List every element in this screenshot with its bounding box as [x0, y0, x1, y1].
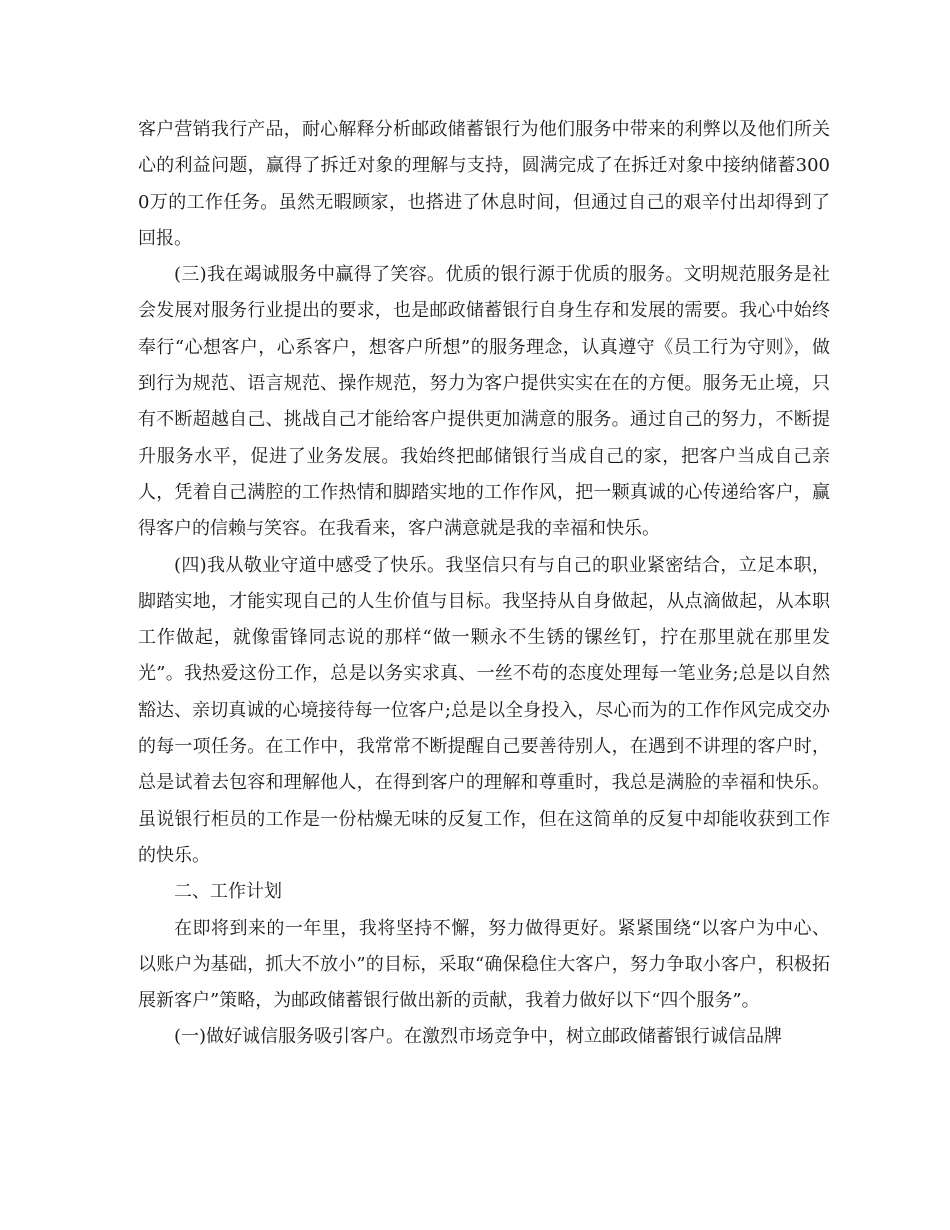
- paragraph-dedication-joy: (四)我从敬业守道中感受了快乐。我坚信只有与自己的职业紧密结合，立足本职，脚踏实地，才能实现自己的人生价值与目标。我坚持从自身做起，从点滴做起，从本职工作做起，就像雷锋同志说的那样“做一颗永不生锈的镙丝钉，拧在那里就在那里发光”。我热爱这份工作，总是以务实求真、一丝不苟的态度处理每一笔业务;总是以自然豁达、亲切真诚的心境接待每一位客户;总是以全身投入，尽心而为的工作作风完成交办的每一项任务。在工作中，我常常不断提醒自己要善待别人，在遇到不讲理的客户时，总是试着去包容和理解他人，在得到客户的理解和尊重时，我总是满脸的幸福和快乐。虽说银行柜员的工作是一份枯燥无味的反复工作，但在这简单的反复中却能收获到工作的快乐。: [138, 554, 830, 866]
- paragraph-service-smile: (三)我在竭诚服务中赢得了笑容。优质的银行源于优质的服务。文明规范服务是社会发展对服务行业提出的要求，也是邮政储蓄银行自身生存和发展的需要。我心中始终奉行“心想客户，心系客户，想客户所想”的服务理念，认真遵守《员工行为守则》，做到行为规范、语言规范、操作规范，努力为客户提供实实在在的方便。服务无止境，只有不断超越自己、挑战自己才能给客户提供更加满意的服务。通过自己的努力，不断提升服务水平，促进了业务发展。我始终把邮储银行当成自己的家，把客户当成自己亲人，凭着自己满腔的工作热情和脚踏实地的工作作风，把一颗真诚的心传递给客户，赢得客户的信赖与笑容。在我看来，客户满意就是我的幸福和快乐。: [138, 264, 830, 540]
- section-heading-work-plan: 二、工作计划: [174, 881, 282, 903]
- paragraph-continuation: 客户营销我行产品，耐心解释分析邮政储蓄银行为他们服务中带来的利弊以及他们所关心的利益问题，赢得了拆迁对象的理解与支持，圆满完成了在拆迁对象中接纳储蓄3000万的工作任务。虽然无暇顾家，也搭进了休息时间，但通过自己的艰辛付出却得到了回报。: [138, 119, 830, 249]
- document-body: [138, 112, 830, 1056]
- paragraph-plan-intro: 在即将到来的一年里，我将坚持不懈，努力做得更好。紧紧围绕“以客户为中心、以账户为基础，抓大不放小”的目标，采取“确保稳住大客户，努力争取小客户，积极拓展新客户”策略，为邮政储蓄银行做出新的贡献，我着力做好以下“四个服务”。: [138, 917, 830, 1012]
- paragraph-integrity-service: (一)做好诚信服务吸引客户。在激烈市场竞争中，树立邮政储蓄银行诚信品牌: [174, 1026, 783, 1048]
